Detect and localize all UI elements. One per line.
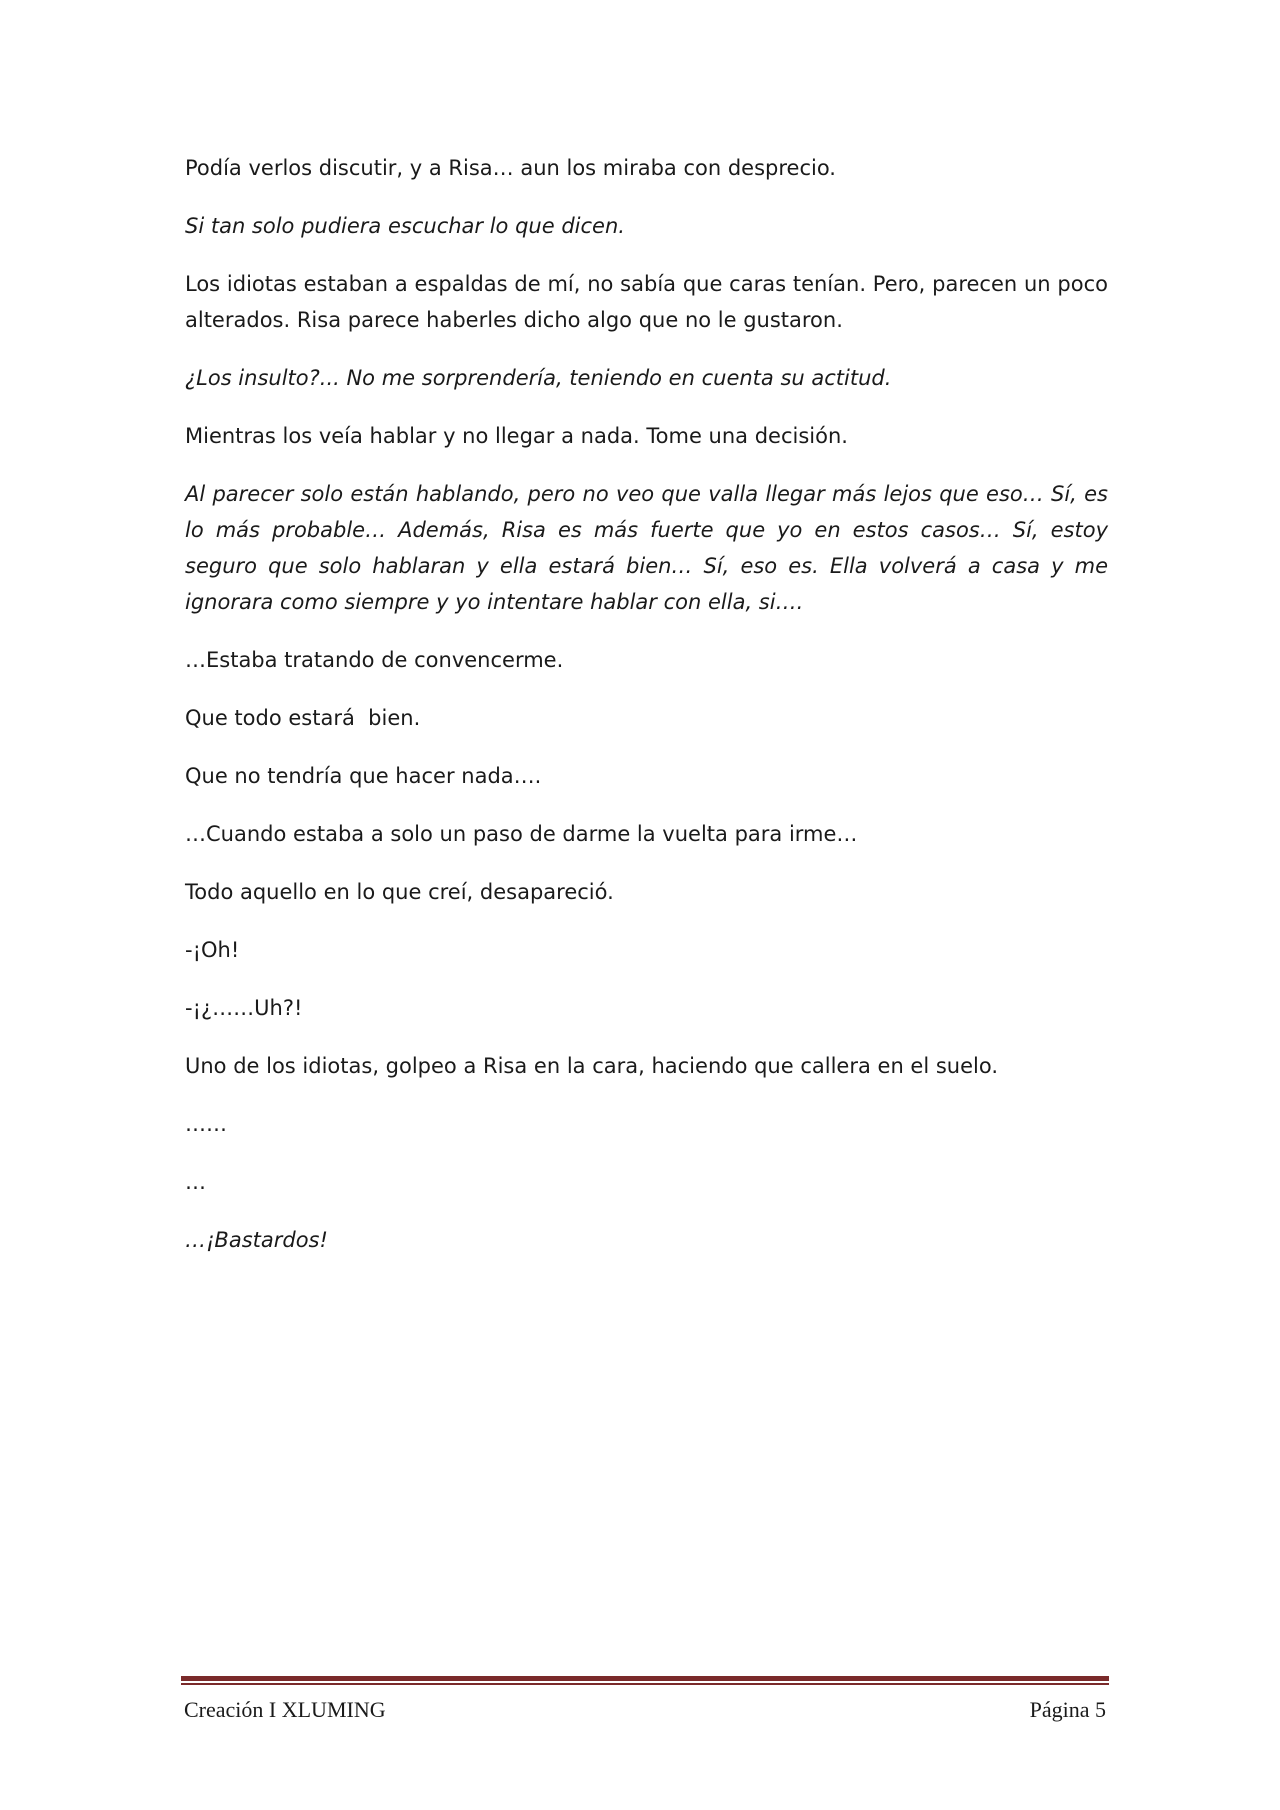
paragraph: ¿Los insulto?... No me sorprendería, teniendo en cuenta su actitud. <box>185 366 892 390</box>
paragraph: Si tan solo pudiera escuchar lo que dicen. <box>185 214 625 238</box>
ellipsis-line: … <box>185 1170 206 1194</box>
paragraph: Uno de los idiotas, golpeo a Risa en la cara, haciendo que callera en el suelo. <box>185 1054 999 1078</box>
footer-row <box>181 1697 1109 1723</box>
ellipsis-line: …… <box>185 1112 227 1136</box>
paragraph: Podía verlos discutir, y a Risa… aun los miraba con desprecio. <box>185 156 836 180</box>
paragraph: Los idiotas estaban a espaldas de mí, no sabía que caras tenían. Pero, parecen un poco alterados. Risa parece haberles dicho algo que no le gustaron. <box>185 272 1108 332</box>
paragraph: …Estaba tratando de convencerme. <box>185 648 564 672</box>
footer-rule-thin <box>181 1683 1109 1685</box>
paragraph: Al parecer solo están hablando, pero no veo que valla llegar más lejos que eso… Sí, es lo más probable… Además, Risa es más fuerte que yo en estos casos… Sí, estoy seguro que solo hablaran y ella estará bien… Sí, eso es. Ella volverá a casa y me ignorara como siempre y yo intentare hablar con ella, si…. <box>185 482 1108 614</box>
dialogue-line: -¡¿……Uh?! <box>185 996 303 1020</box>
paragraph: Que todo estará bien. <box>185 706 421 730</box>
paragraph: Todo aquello en lo que creí, desapareció. <box>185 880 614 904</box>
footer-author: Creación I XLUMING <box>184 1697 386 1722</box>
page-footer <box>181 1676 1109 1723</box>
paragraph: Mientras los veía hablar y no llegar a nada. Tome una decisión. <box>185 424 848 448</box>
page-number: Página 5 <box>1029 1697 1106 1722</box>
body-text <box>185 150 1108 1280</box>
paragraph: …¡Bastardos! <box>185 1228 328 1252</box>
dialogue-line: -¡Oh! <box>185 938 240 962</box>
paragraph: …Cuando estaba a solo un paso de darme la vuelta para irme… <box>185 822 858 846</box>
paragraph: Que no tendría que hacer nada…. <box>185 764 542 788</box>
